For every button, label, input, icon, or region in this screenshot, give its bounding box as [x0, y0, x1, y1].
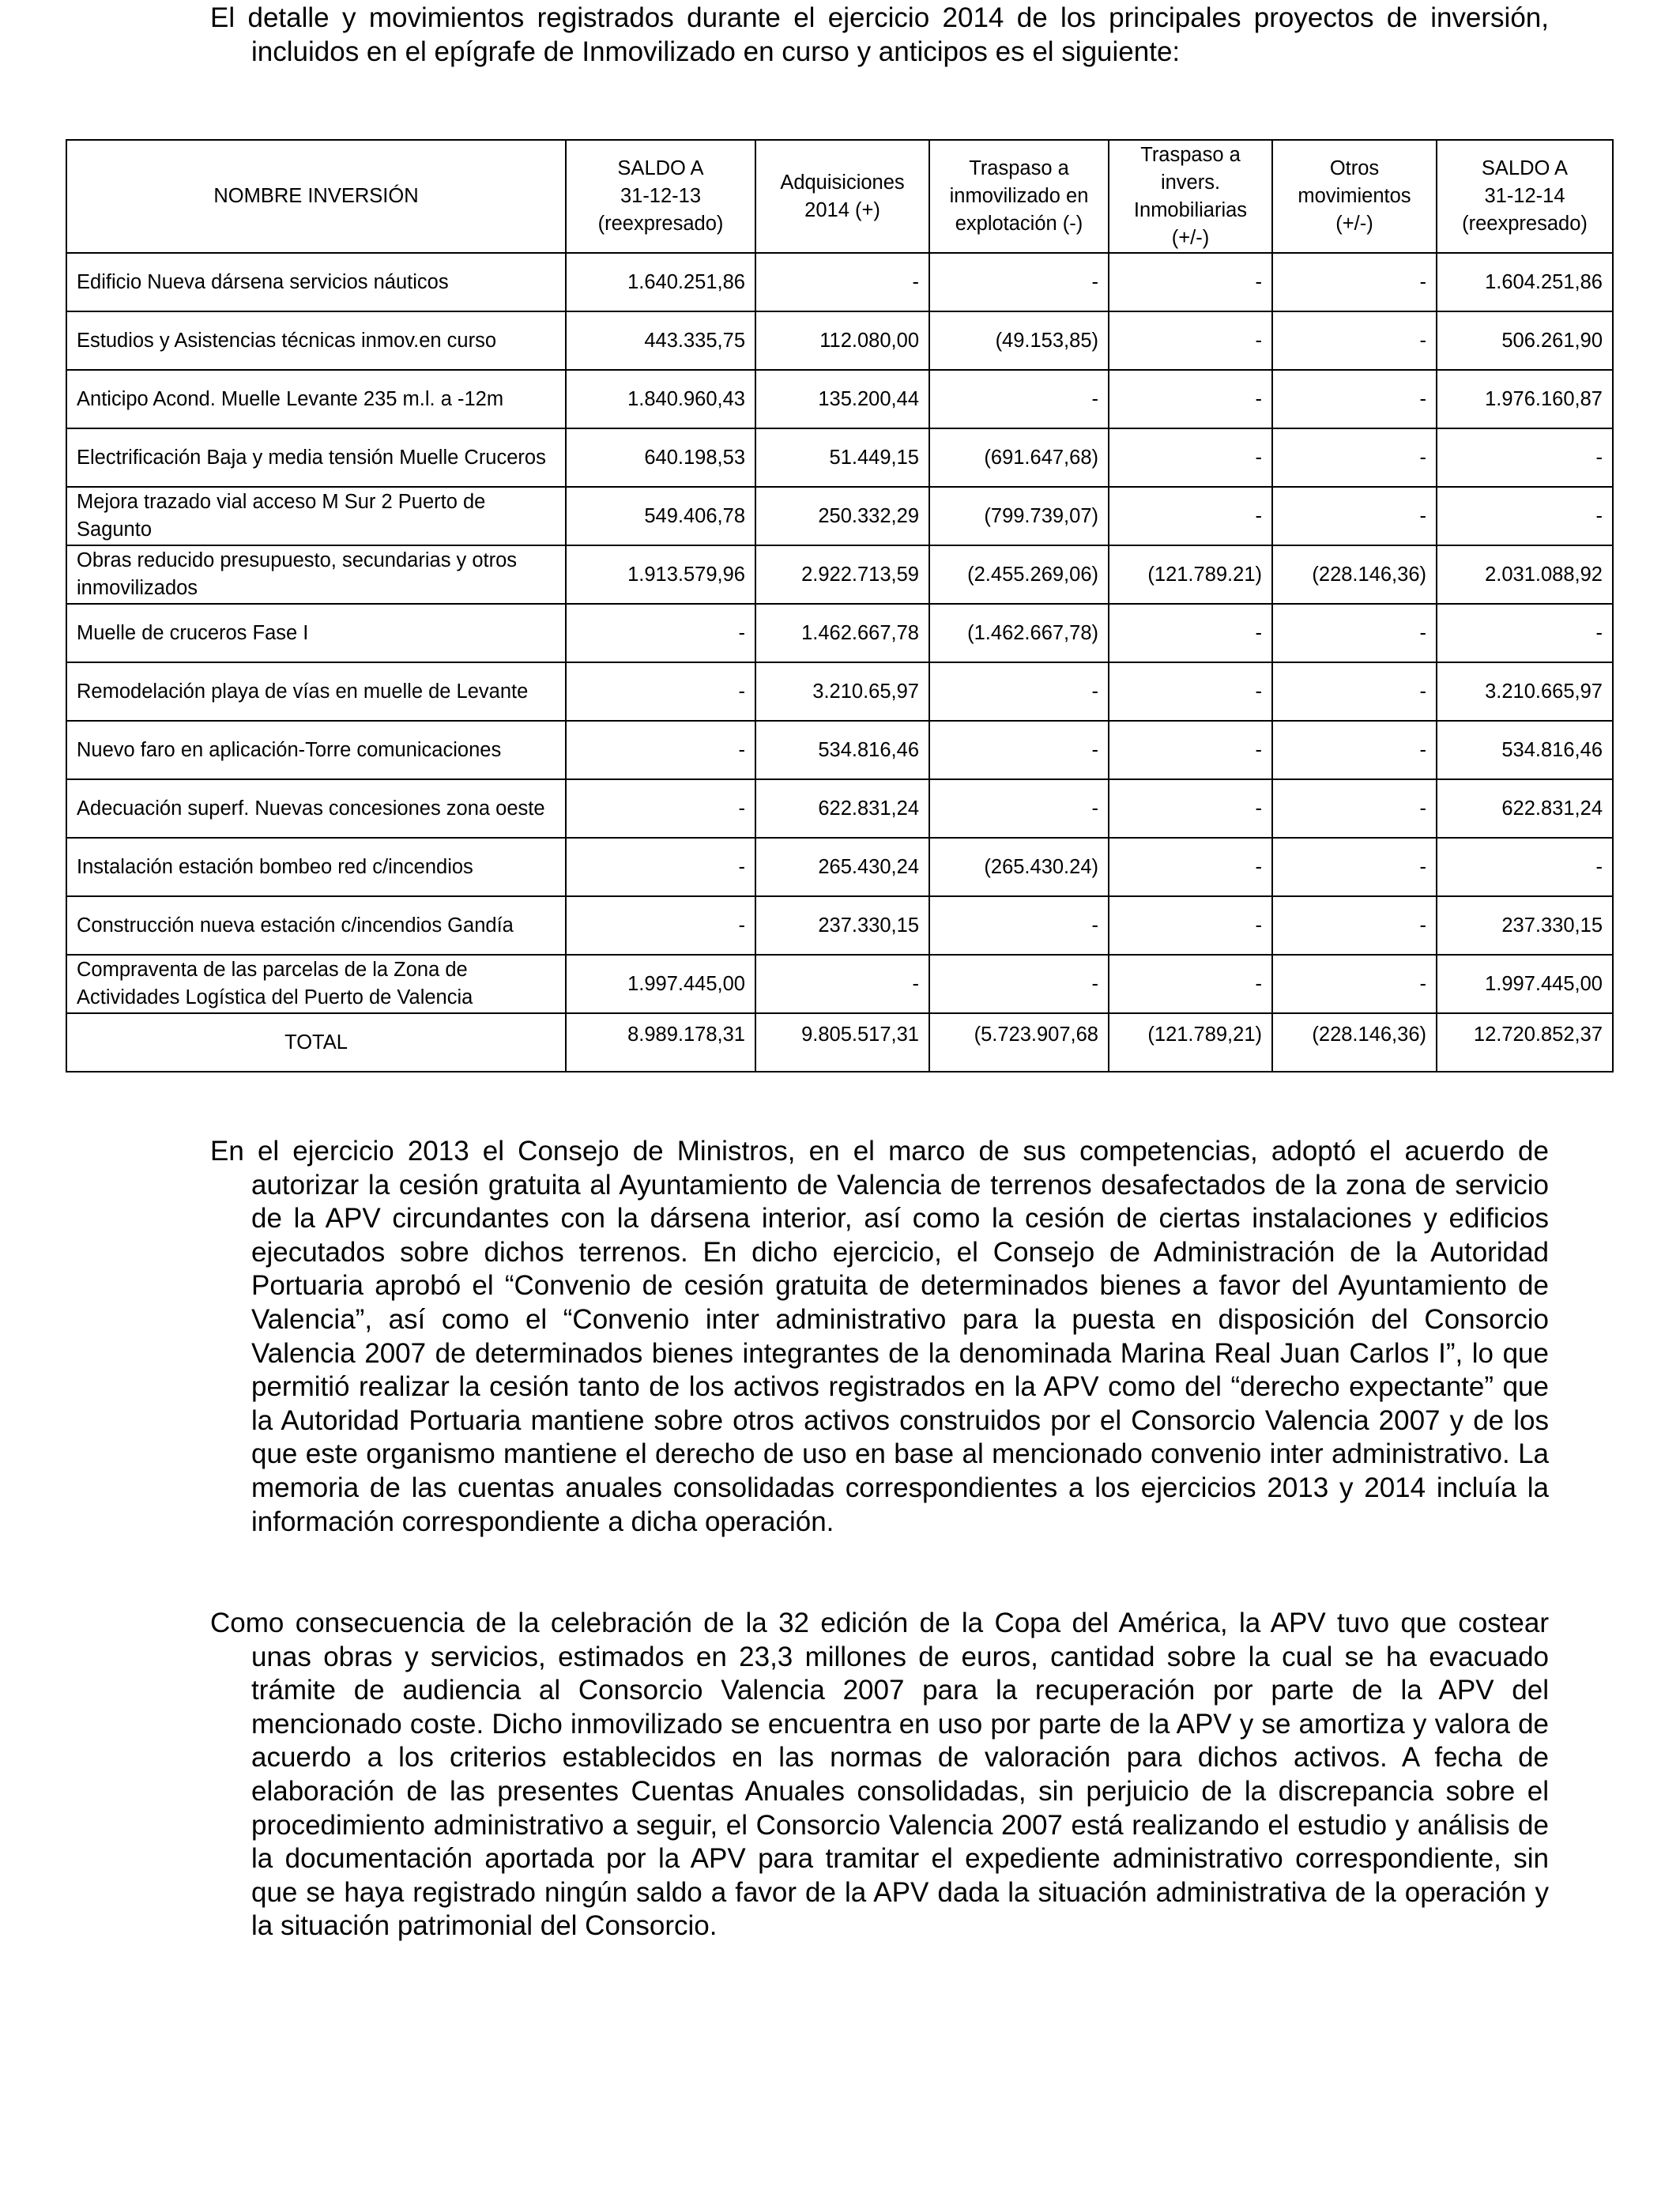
- total-traspaso-inmobiliarias: (121.789,21): [1109, 1013, 1272, 1072]
- row-saldo-2013: -: [566, 779, 755, 838]
- row-name: Construcción nueva estación c/incendios Gandía: [66, 896, 566, 955]
- table-row: [66, 896, 1613, 955]
- row-otros-movimientos: -: [1272, 253, 1437, 311]
- row-adquisiciones: -: [755, 253, 929, 311]
- row-name: Remodelación playa de vías en muelle de Levante: [66, 662, 566, 721]
- row-adquisiciones: 237.330,15: [755, 896, 929, 955]
- row-saldo-2013: 1.997.445,00: [566, 955, 755, 1013]
- row-traspaso-explotacion: (265.430.24): [929, 838, 1109, 896]
- row-saldo-2013: 549.406,78: [566, 487, 755, 545]
- row-name: Obras reducido presupuesto, secundarias y otros inmovilizados: [66, 545, 566, 604]
- row-saldo-2014: -: [1437, 838, 1613, 896]
- row-adquisiciones: 250.332,29: [755, 487, 929, 545]
- row-otros-movimientos: -: [1272, 604, 1437, 662]
- total-saldo-2013: 8.989.178,31: [566, 1013, 755, 1072]
- row-name: Electrificación Baja y media tensión Muelle Cruceros: [66, 428, 566, 487]
- table-row: [66, 604, 1613, 662]
- row-saldo-2014: 534.816,46: [1437, 721, 1613, 779]
- row-traspaso-explotacion: (691.647,68): [929, 428, 1109, 487]
- table-row: [66, 487, 1613, 545]
- row-adquisiciones: 622.831,24: [755, 779, 929, 838]
- row-traspaso-explotacion: -: [929, 955, 1109, 1013]
- row-traspaso-inmobiliarias: -: [1109, 604, 1272, 662]
- row-traspaso-explotacion: -: [929, 662, 1109, 721]
- row-name: Anticipo Acond. Muelle Levante 235 m.l. a -12m: [66, 370, 566, 428]
- row-adquisiciones: 534.816,46: [755, 721, 929, 779]
- row-traspaso-inmobiliarias: -: [1109, 311, 1272, 370]
- row-name: Nuevo faro en aplicación-Torre comunicaciones: [66, 721, 566, 779]
- row-name: Instalación estación bombeo red c/incendios: [66, 838, 566, 896]
- table-row: [66, 545, 1613, 604]
- row-saldo-2014: 2.031.088,92: [1437, 545, 1613, 604]
- row-name: Adecuación superf. Nuevas concesiones zona oeste: [66, 779, 566, 838]
- row-adquisiciones: 112.080,00: [755, 311, 929, 370]
- table-row: [66, 662, 1613, 721]
- row-saldo-2014: 1.997.445,00: [1437, 955, 1613, 1013]
- row-saldo-2014: -: [1437, 428, 1613, 487]
- header-saldo-2014: SALDO A 31-12-14 (reexpresado): [1437, 140, 1613, 253]
- row-traspaso-explotacion: -: [929, 370, 1109, 428]
- row-traspaso-inmobiliarias: -: [1109, 370, 1272, 428]
- row-otros-movimientos: -: [1272, 721, 1437, 779]
- paragraph-cesion-gratuita: En el ejercicio 2013 el Consejo de Ministros, en el marco de sus competencias, adoptó el acuerdo de autorizar la cesión gratuita al Ayuntamiento de Valencia de terrenos desafectados de la zona de servicio de la APV circundantes con la dársena interior, así como la cesión de ciertas instalaciones y edificios ejecutados sobre dichos terrenos. En dicho ejercicio, el Consejo de Administración de la Autoridad Portuaria aprobó el “Convenio de cesión gratuita de determinados bienes a favor del Ayuntamiento de Valencia”, así como el “Convenio inter administrativo para la puesta en disposición del Consorcio Valencia 2007 de determinados bienes integrantes de la denominada Marina Real Juan Carlos I”, lo que permitió realizar la cesión tanto de los activos registrados en la APV como del “derecho expectante” que la Autoridad Portuaria mantiene sobre otros activos construidos por el Consorcio Valencia 2007 y de los que este organismo mantiene el derecho de uso en base al mencionado convenio inter administrativo. La memoria de las cuentas anuales consolidadas correspondientes a los ejercicios 2013 y 2014 incluía la información correspondiente a dicha operación.: [210, 1136, 1549, 1537]
- row-saldo-2014: 3.210.665,97: [1437, 662, 1613, 721]
- table-row: [66, 370, 1613, 428]
- row-traspaso-explotacion: -: [929, 253, 1109, 311]
- row-otros-movimientos: -: [1272, 896, 1437, 955]
- row-saldo-2013: -: [566, 838, 755, 896]
- intro-paragraph: El detalle y movimientos registrados durante el ejercicio 2014 de los principales proyectos de inversión, incluidos en el epígrafe de Inmovilizado en curso y anticipos es el siguiente:: [210, 2, 1549, 67]
- row-traspaso-inmobiliarias: -: [1109, 721, 1272, 779]
- header-traspaso-inmobiliarias: Traspaso a invers. Inmobiliarias (+/-): [1109, 140, 1272, 253]
- row-saldo-2014: 1.976.160,87: [1437, 370, 1613, 428]
- paragraph-copa-america: Como consecuencia de la celebración de la 32 edición de la Copa del América, la APV tuvo que costear unas obras y servicios, estimados en 23,3 millones de euros, cantidad sobre la cual se ha evacuado trámite de audiencia al Consorcio Valencia 2007 para la recuperación por parte de la APV del mencionado coste. Dicho inmovilizado se encuentra en uso por parte de la APV y se amortiza y valora de acuerdo a los criterios establecidos en las normas de valoración para dichos activos. A fecha de elaboración de las presentes Cuentas Anuales consolidadas, sin perjuicio de la discrepancia sobre el procedimiento administrativo a seguir, el Consorcio Valencia 2007 está realizando el estudio y análisis de la documentación aportada por la APV para tramitar el expediente administrativo correspondiente, sin que se haya registrado ningún saldo a favor de la APV dada la situación administrativa de la operación y la situación patrimonial del Consorcio.: [210, 1608, 1549, 1942]
- row-traspaso-inmobiliarias: -: [1109, 662, 1272, 721]
- row-traspaso-inmobiliarias: -: [1109, 253, 1272, 311]
- row-traspaso-inmobiliarias: -: [1109, 896, 1272, 955]
- total-otros-movimientos: (228.146,36): [1272, 1013, 1437, 1072]
- row-traspaso-explotacion: (1.462.667,78): [929, 604, 1109, 662]
- row-saldo-2013: -: [566, 662, 755, 721]
- row-traspaso-explotacion: (2.455.269,06): [929, 545, 1109, 604]
- row-adquisiciones: 135.200,44: [755, 370, 929, 428]
- table-row: [66, 838, 1613, 896]
- header-nombre-inversion: NOMBRE INVERSIÓN: [66, 140, 566, 253]
- total-saldo-2014: 12.720.852,37: [1437, 1013, 1613, 1072]
- row-traspaso-inmobiliarias: -: [1109, 428, 1272, 487]
- header-adquisiciones: Adquisiciones 2014 (+): [755, 140, 929, 253]
- row-saldo-2014: 1.604.251,86: [1437, 253, 1613, 311]
- row-saldo-2014: 622.831,24: [1437, 779, 1613, 838]
- row-traspaso-inmobiliarias: -: [1109, 955, 1272, 1013]
- investment-table: [66, 139, 1614, 1072]
- row-adquisiciones: 1.462.667,78: [755, 604, 929, 662]
- row-saldo-2013: -: [566, 721, 755, 779]
- row-otros-movimientos: -: [1272, 838, 1437, 896]
- row-saldo-2014: 506.261,90: [1437, 311, 1613, 370]
- row-traspaso-explotacion: -: [929, 779, 1109, 838]
- row-saldo-2013: -: [566, 896, 755, 955]
- table-row: [66, 955, 1613, 1013]
- table-row: [66, 779, 1613, 838]
- table-row: [66, 311, 1613, 370]
- row-traspaso-inmobiliarias: -: [1109, 487, 1272, 545]
- header-saldo-2013: SALDO A 31-12-13 (reexpresado): [566, 140, 755, 253]
- row-traspaso-explotacion: -: [929, 896, 1109, 955]
- table-row: [66, 428, 1613, 487]
- row-saldo-2013: -: [566, 604, 755, 662]
- row-saldo-2013: 1.640.251,86: [566, 253, 755, 311]
- row-adquisiciones: 51.449,15: [755, 428, 929, 487]
- table-row: [66, 721, 1613, 779]
- row-traspaso-inmobiliarias: (121.789.21): [1109, 545, 1272, 604]
- row-saldo-2014: 237.330,15: [1437, 896, 1613, 955]
- row-otros-movimientos: -: [1272, 370, 1437, 428]
- row-otros-movimientos: -: [1272, 311, 1437, 370]
- row-adquisiciones: -: [755, 955, 929, 1013]
- row-adquisiciones: 3.210.65,97: [755, 662, 929, 721]
- row-saldo-2013: 1.840.960,43: [566, 370, 755, 428]
- row-name: Estudios y Asistencias técnicas inmov.en curso: [66, 311, 566, 370]
- header-otros-movimientos: Otros movimientos (+/-): [1272, 140, 1437, 253]
- row-otros-movimientos: -: [1272, 428, 1437, 487]
- table-body: [66, 253, 1613, 1013]
- row-otros-movimientos: -: [1272, 779, 1437, 838]
- row-adquisiciones: 2.922.713,59: [755, 545, 929, 604]
- row-adquisiciones: 265.430,24: [755, 838, 929, 896]
- row-traspaso-explotacion: (49.153,85): [929, 311, 1109, 370]
- row-name: Edificio Nueva dársena servicios náuticos: [66, 253, 566, 311]
- total-label: TOTAL: [66, 1013, 566, 1072]
- total-traspaso-explotacion: (5.723.907,68: [929, 1013, 1109, 1072]
- row-traspaso-explotacion: (799.739,07): [929, 487, 1109, 545]
- row-saldo-2014: -: [1437, 604, 1613, 662]
- row-name: Mejora trazado vial acceso M Sur 2 Puerto de Sagunto: [66, 487, 566, 545]
- row-otros-movimientos: (228.146,36): [1272, 545, 1437, 604]
- row-saldo-2013: 640.198,53: [566, 428, 755, 487]
- row-otros-movimientos: -: [1272, 487, 1437, 545]
- table-total-row: [66, 1013, 1613, 1072]
- row-traspaso-inmobiliarias: -: [1109, 838, 1272, 896]
- row-traspaso-explotacion: -: [929, 721, 1109, 779]
- row-otros-movimientos: -: [1272, 662, 1437, 721]
- total-adquisiciones: 9.805.517,31: [755, 1013, 929, 1072]
- row-saldo-2014: -: [1437, 487, 1613, 545]
- row-traspaso-inmobiliarias: -: [1109, 779, 1272, 838]
- row-otros-movimientos: -: [1272, 955, 1437, 1013]
- table-header-row: [66, 140, 1613, 253]
- table-row: [66, 253, 1613, 311]
- row-saldo-2013: 1.913.579,96: [566, 545, 755, 604]
- row-name: Muelle de cruceros Fase I: [66, 604, 566, 662]
- row-name: Compraventa de las parcelas de la Zona de Actividades Logística del Puerto de Valencia: [66, 955, 566, 1013]
- header-traspaso-explotacion: Traspaso a inmovilizado en explotación (-): [929, 140, 1109, 253]
- row-saldo-2013: 443.335,75: [566, 311, 755, 370]
